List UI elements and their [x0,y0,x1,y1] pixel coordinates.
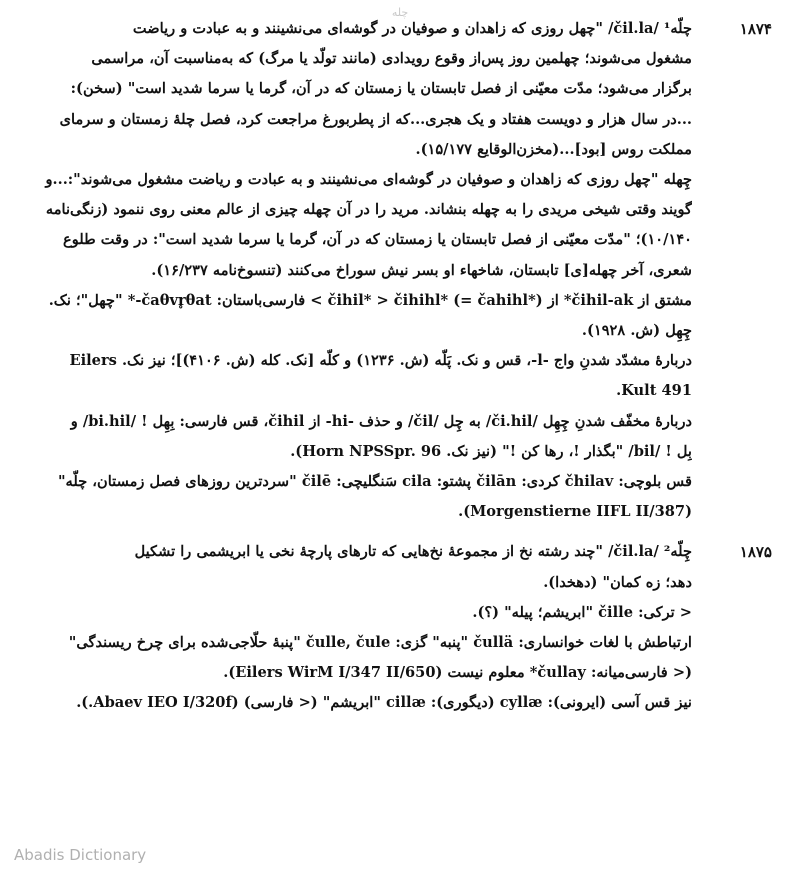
abadis-watermark: Abadis Dictionary [14,846,147,864]
entry-line: گویند وقتی شیخی مریدی را به چهله بنشاند. مرید را در آن چهله چیزی از عالم معنی روی ننمود (زنگی‌نامه [45,201,692,219]
entry-line: مشغول می‌شوند؛ چهلمین روز پس‌از وقوع رویدادی (مانند تولّد یا مرگ) که به‌مناسبت آن، مراسمی [91,50,692,68]
entry-line: ۱۰/۱۴۰)؛ "مدّت معیّنی از فصل تابستان یا زمستان که در آن، گرما یا سرما شدید است": در وقت طلوع [62,231,692,249]
entry-line: (Morgenstierne IIFL II/387). [458,503,692,521]
entry-line: ارتباطش با لغات خوانساری: čullä "پنبه" گزی: čulle, čule "پنبهٔ حلّاجی‌شده برای چرخ ریسندگی" [68,634,692,652]
entry-line: چلّه¹ /čil.la/ "چهل روزی که زاهدان و صوفیان در گوشه‌ای می‌نشینند و به عبادت و ریاضت [132,20,692,37]
entry-1875 [28,537,772,718]
dictionary-page [28,14,772,719]
entry-line: < ترکی: čille "ابریشم؛ پیله" (؟). [472,603,692,621]
entry-line: برگزار می‌شود؛ مدّت معیّنی از فصل تابستان یا زمستان که در آن، گرما یا سرما شدید است" (سخن): [70,80,692,98]
entry-line: چِلّه² /čil.la/ "چند رشته نخ از مجموعهٔ نخ‌هایی که تارهای پارچهٔ نخی یا ابریشمی را تشکیل [134,543,692,561]
entry-line: چِهِل (ش. ۱۹۲۸). [581,322,692,340]
entry-divider [28,527,772,537]
top-watermark: چله [391,6,409,19]
entry-1874 [28,14,772,527]
entry-line: چِهله "چهل روزی که زاهدان و صوفیان در گوشه‌ای می‌نشینند و به عبادت و ریاضت مشغول می‌شوند":...و [45,171,692,189]
entry-line: مشتق از čihil-ak* از čihil* > čihihl* (= čahihl*) > فارسی‌باستان: čaθvr̥θat-* "چهل"؛ نک. [48,291,692,309]
entry-number: ۱۸۷۴ [739,20,772,38]
entry-line: دربارهٔ مخفّف شدنِ چِهِل /či.hil/ به چِل /čil/ و حذف -hi- از čihil، قس فارسی: بِهِل ! /bi.hil/ و [70,412,692,430]
entry-line: دربارهٔ مشدّد شدنِ واج -l-، قس و نک. پَلّه (ش. ۱۲۳۶) و کلّه [نک. کله (ش. ۴۱۰۶)]؛ نیز نک. Eilers [69,352,692,370]
entry-line: (< فارسی‌میانه: čullay* معلوم نیست (Eilers WirM I/347 II/650). [223,664,692,682]
entry-line: قس بلوچی: čhilav کردی: čilān پشتو: cila سَنگلیچی: čilē "سردترین روزهای فصل زمستان، چلّه" [57,473,692,491]
entry-line: بِل ! /bil/ "بگذار !، رها کن !" (نیز نک. Horn NPSSpr. 96). [290,442,692,460]
entry-line: دهد؛ زه کمان" (دهخدا). [543,573,692,591]
entry-line: Kult 491. [616,382,692,400]
entry-line: نیز قس آسی (ایرونی): cyllæ (دیگوری): cillæ "ابریشم" (< فارسی) (Abaev IEO I/320f.). [76,694,692,712]
entry-number: ۱۸۷۵ [739,543,772,562]
entry-line: مملکت روس [بود]...(مخزن‌الوقایع ۱۵/۱۷۷). [415,140,692,158]
entry-line: ...در سال هزار و دویست هفتاد و یک هجری...که از پطربورغ مراجعت کرد، فصل چلهٔ زمستان و سرمای [59,110,692,128]
entry-line: شعری، آخر چهله[ی] تابستان، شاخهاء او بسر نیش سوراخ می‌کنند (تنسوخ‌نامه ۱۶/۲۳۷). [151,261,692,279]
